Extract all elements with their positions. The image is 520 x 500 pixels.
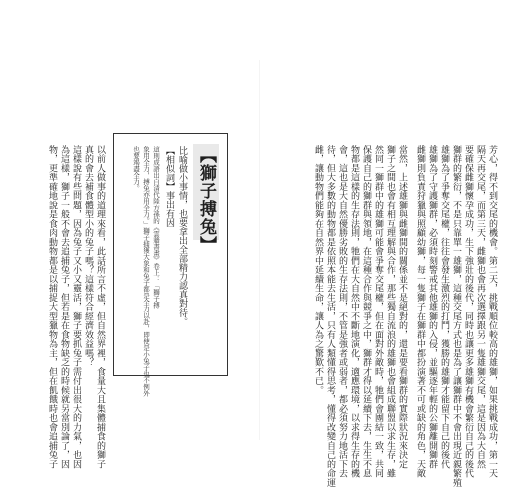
- body-column: 雌，讓動物們能夠在自然界中延續生命，讓人為之驚歎不已。: [313, 145, 323, 395]
- body-column: 要確保雌獅懷孕成功，生下強壯的後代，同時也讓更多雄獅有機會繁衍自己的後代: [463, 145, 473, 478]
- body-column: 以前人做事的道理來看，此話所言不虛，但自然界裡，食量大且集體捕食的獅子: [95, 145, 105, 469]
- body-column: 然同一獅群中的雄獅可能會爭奪交尾權，但在面對外敵時，牠們會團結一致，共同: [373, 145, 383, 478]
- idiom-title: 【獅子搏兔】: [196, 146, 216, 254]
- body-column: 會，這也是大自然優勝劣敗的生存法則，不管是強者或弱者，都必須努力地活下去: [337, 145, 347, 478]
- body-column: 隔天再交尾，而第三天，雌獅也會再次選擇跟另一隻雄獅交尾，這是因為大自然: [475, 145, 485, 469]
- body-column: 雌獅則負責狩獵與照顧幼獅，每一隻獅子在獅群中都扮演著不可或缺的角色，天敵: [415, 145, 425, 478]
- body-column: 保護自己的獅群與領地，在這種合作與競爭之中，獅群才得以延續下去，生生不息: [361, 145, 371, 478]
- body-column: 這樣說有些問題，因為兔子又小又靈活，獅子要抓兔子需付出很大的力氣，也因: [71, 145, 81, 469]
- idiom-note-line: 也要竭盡全力。: [132, 146, 140, 192]
- idiom-note-line: 這則成語出自清代陸方孫的《雲牆書畫》卷上：「獅子搏: [152, 146, 160, 309]
- body-column: 當然，上述雄獅與雌獅間的關係並不是絕對的，還是要看獅群的實際狀況來決定: [397, 145, 407, 469]
- body-column: 為這樣，獅子一般不會去追捕兔子，但若是在食物缺乏的時候就另當別論了，因: [59, 145, 69, 469]
- idiom-source: 【相似詞】事出有因: [164, 146, 174, 227]
- body-column: 芳心，得不到交尾的機會。第二天，挑戰順位較高的雄獅，如果挑戰成功，第一天: [487, 145, 497, 478]
- body-column: 雄獅為了爭奪交尾權，往往會發生激烈的打鬥，獲勝的雄獅才能留下自己的後代: [439, 145, 449, 469]
- right-page: [260, 0, 520, 500]
- body-column: 獅群的繁衍，不是只靠單一雄獅，這種交尾方式也是為了讓獅群中不會出現近親繁殖: [451, 145, 461, 488]
- body-column: 物，更準確地說是食肉動物都是以捕捉大型獵物為主，但在飢餓時也會追捕兔子: [47, 145, 57, 469]
- body-column: 獅子之間也會有相互理解與合作，那些獨自流浪的雄獅也會組成聯盟以求生存，雖: [385, 145, 395, 478]
- body-column: 真的會去補食體型小的兔子嗎？這樣符合經濟效益嗎？: [83, 145, 93, 367]
- idiom-box: [113, 133, 228, 397]
- idiom-explanation: 比喻做小事情，也要拿出全部精力認真對待。: [177, 146, 187, 326]
- body-column: 物都是這樣的生存法則，牠們在大自然中不斷地演化，適應環境，以求得生存的機: [349, 145, 359, 478]
- body-column: 雄獅為了守護獅群，必須時刻警戒其他雄獅的入侵，並驅逐年輕的公獅離開獅群: [427, 145, 437, 469]
- idiom-note-line: 象用全力，搏兔亦用全力。」獅子捕獲大象和兔子都是全力以赴，即使是小兔子也不例外: [142, 146, 150, 397]
- body-column: 待，但大多數的動物都是依照本能去生活，只有人類懂得思考，懂得改變自己的命運: [325, 145, 335, 488]
